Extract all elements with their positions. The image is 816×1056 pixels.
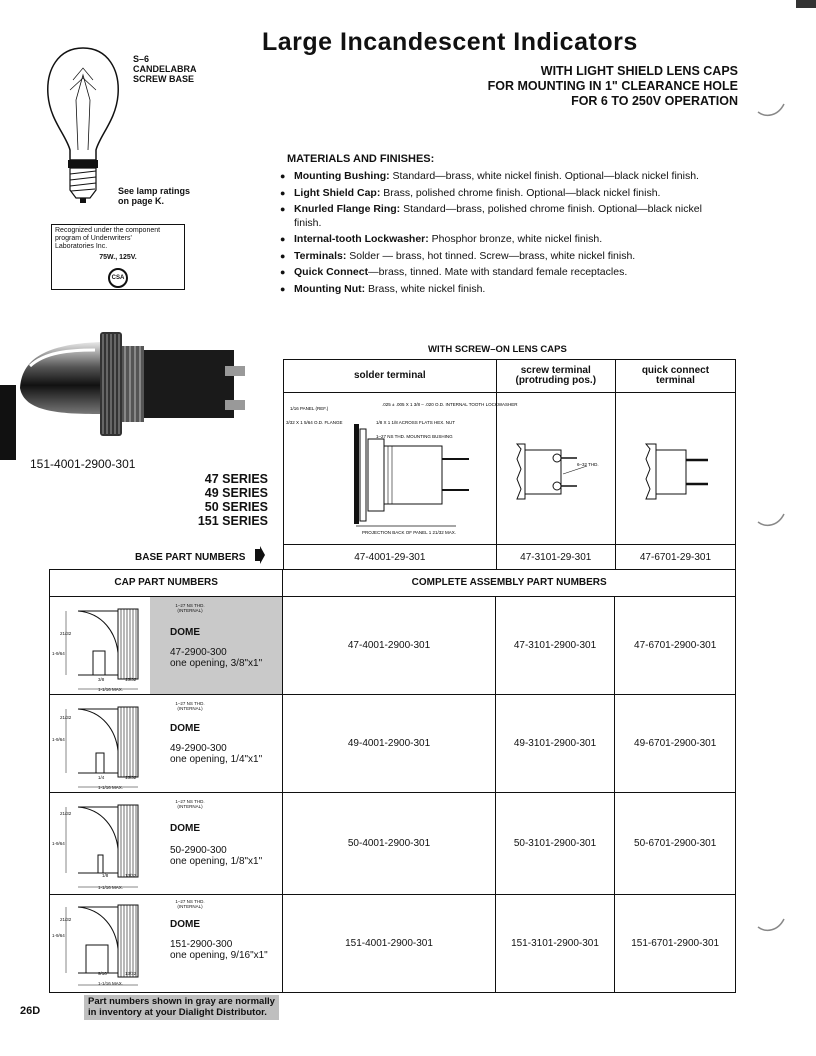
item-text: Phosphor bronze, white nickel finish.: [428, 233, 603, 245]
lamp-illustration: [38, 40, 128, 210]
base-table: [283, 359, 736, 570]
item-label: Terminals:: [294, 249, 347, 262]
base-part-number: 47-6701-29-301: [615, 545, 735, 570]
item-label: Knurled Flange Ring:: [294, 203, 401, 215]
item-text: Brass, polished chrome finish. Optional—black nickel finish.: [380, 186, 661, 199]
page-subtitle: [488, 64, 738, 109]
thread-label: 1–27 NS THD. (INTERNAL): [175, 799, 205, 809]
cap-name: DOME: [170, 919, 200, 930]
cap-part-numbers-header: CAP PART NUMBERS: [50, 570, 283, 597]
dim-label: 13/32: [125, 775, 137, 780]
cap-number: [170, 647, 262, 669]
cap-cell: [50, 597, 283, 695]
cap-cell: [50, 793, 283, 895]
assembly-part-number: 151-6701-2900-301: [615, 895, 736, 993]
dome-cap-diagram: [58, 701, 168, 789]
subtitle-line: FOR 6 TO 250V OPERATION: [571, 94, 738, 108]
ratings-line: on page K.: [118, 196, 165, 206]
bulb-code-label: [133, 54, 197, 84]
table-row: [50, 793, 736, 895]
materials-item: [280, 266, 720, 280]
item-label: Light Shield Cap:: [294, 186, 381, 199]
col-header-solder: solder terminal: [284, 360, 497, 393]
cap-part-number: 47-2900-300: [170, 647, 227, 658]
ul-line: Recognized under the component: [55, 227, 161, 234]
cap-description: one opening, 1/4"x1": [170, 754, 263, 765]
item-text: Standard—brass, white nickel finish. Optional—black nickel finish.: [389, 170, 699, 182]
dim-label-bushing: 1–27 NS THD. MOUNTING BUSHING: [376, 433, 453, 439]
assembly-part-number: 151-4001-2900-301: [283, 895, 495, 993]
dim-label: 1-9/64: [52, 737, 65, 742]
materials-item: [280, 250, 720, 264]
cap-name: DOME: [170, 823, 200, 834]
product-photo: [0, 326, 250, 446]
materials-item: [280, 233, 720, 247]
csa-logo: CSA: [108, 268, 128, 288]
dome-cap-diagram: [58, 899, 168, 989]
screw-table-heading: WITH SCREW–ON LENS CAPS: [428, 344, 567, 355]
dim-label-lockwasher: .025 ± .005 X 1 3/8 – .020 O.D. INTERNAL TOOTH LOCKWASHER: [382, 401, 518, 407]
item-label: Internal-tooth Lockwasher:: [294, 233, 429, 245]
cap-name: DOME: [170, 723, 200, 734]
assembly-part-number: 50-6701-2900-301: [615, 793, 736, 895]
table-row: [50, 597, 736, 695]
item-label: Quick Connect: [294, 266, 369, 278]
note-line: Part numbers shown in gray are normally: [88, 996, 275, 1007]
item-text: Solder — brass, hot tinned. Screw—brass, white nickel finish.: [346, 249, 636, 262]
dim-label: 13/32: [125, 873, 137, 878]
dim-label: 3/8: [98, 677, 105, 682]
assembly-part-number: 49-4001-2900-301: [283, 695, 495, 793]
dim-label: 1-1/16 MAX.: [98, 785, 124, 790]
dim-label: 1/8: [102, 873, 109, 878]
dim-label: 1-1/16 MAX.: [98, 981, 124, 986]
corner-mark: [796, 0, 816, 8]
subtitle-line: FOR MOUNTING IN 1" CLEARANCE HOLE: [487, 79, 738, 93]
dim-label: 21/32: [60, 631, 72, 636]
dim-label-projection: PROJECTION BACK OF PANEL 1 21/32 MAX.: [362, 529, 457, 535]
assembly-part-number: 47-6701-2900-301: [615, 597, 736, 695]
dim-label: 21/32: [60, 715, 72, 720]
base-part-numbers-label: BASE PART NUMBERS: [135, 552, 246, 563]
note-line: in inventory at your Dialight Distributor.: [88, 1006, 267, 1018]
dome-cap-diagram: [58, 799, 168, 889]
cap-description: one opening, 3/8"x1": [170, 658, 263, 669]
item-text: Standard—brass, polished chrome finish. Optional—black nickel finish.: [294, 203, 702, 229]
series-label: 50 SERIES: [204, 500, 268, 514]
dim-label: 1-1/16 MAX.: [98, 885, 124, 890]
assembly-part-number: 49-3101-2900-301: [495, 695, 615, 793]
dim-label-hexnut: 1/8 X 1 1/8 ACROSS FLATS HEX. NUT: [376, 419, 455, 425]
series-label: 49 SERIES: [204, 486, 268, 500]
cap-number: [170, 743, 262, 765]
lamp-ratings-note: [118, 186, 190, 206]
materials-item: [280, 203, 720, 230]
dim-label: 21/32: [60, 917, 72, 922]
assembly-table: [49, 569, 736, 993]
item-label: Mounting Bushing:: [294, 170, 390, 182]
solder-terminal-diagram: [284, 393, 518, 545]
materials-heading: MATERIALS AND FINISHES:: [287, 153, 435, 165]
cap-name: DOME: [170, 627, 200, 638]
page-number: 26D: [20, 1005, 41, 1017]
subtitle-line: WITH LIGHT SHIELD LENS CAPS: [540, 64, 738, 78]
binder-hole-mark: [756, 90, 786, 120]
assembly-part-number: 50-3101-2900-301: [495, 793, 615, 895]
cap-cell: [50, 695, 283, 793]
dim-label: 13/32: [125, 677, 137, 682]
dim-label: 1/4: [98, 775, 105, 780]
col-header-screw: screw terminal (protruding pos.): [496, 360, 615, 393]
table-row: [50, 895, 736, 993]
ul-line: program of Underwriters': [55, 235, 132, 242]
binder-hole-mark: [756, 500, 786, 530]
assembly-part-numbers-header: COMPLETE ASSEMBLY PART NUMBERS: [283, 570, 736, 597]
assembly-part-number: 49-6701-2900-301: [615, 695, 736, 793]
item-label: Mounting Nut:: [294, 282, 366, 295]
quick-connect-diagram: [615, 393, 735, 545]
cap-description: one opening, 1/8"x1": [170, 856, 263, 867]
dim-label-thd: 6–32 THD.: [576, 461, 599, 467]
dim-label: 1-9/64: [52, 841, 65, 846]
dim-label-flange: 3/32 X 1 5/64 O.D. FLANGE: [286, 419, 343, 425]
dome-cap-diagram: [58, 603, 168, 691]
arrow-right-icon: [255, 546, 265, 564]
series-label: 47 SERIES: [204, 472, 268, 486]
binder-hole-mark: [756, 905, 786, 935]
dim-label: 9/16: [98, 971, 107, 976]
dim-label: 1-9/64: [52, 651, 65, 656]
bulb-code: S–6: [133, 54, 150, 64]
series-label: 151 SERIES: [197, 514, 268, 528]
thread-label: 1–27 NS THD. (INTERNAL): [175, 899, 205, 909]
thread-label: 1–27 NS THD. (INTERNAL): [175, 701, 205, 711]
dim-label: 1-1/16 MAX.: [98, 687, 124, 692]
photo-caption: 151-4001-2900-301: [30, 457, 136, 471]
assembly-part-number: 47-3101-2900-301: [495, 597, 615, 695]
materials-item: [280, 170, 720, 184]
bulb-base-line: CANDELABRA: [133, 64, 197, 74]
screw-terminal-diagram: [496, 393, 615, 545]
assembly-part-number: 151-3101-2900-301: [495, 895, 615, 993]
thread-label: 1–27 NS THD. (INTERNAL): [175, 603, 205, 613]
page-title: Large Incandescent Indicators: [262, 28, 638, 56]
cap-number: [170, 939, 268, 961]
materials-item: [280, 187, 720, 201]
cap-part-number: 50-2900-300: [170, 845, 227, 856]
base-part-number: 47-3101-29-301: [496, 545, 615, 570]
materials-list: [280, 170, 720, 299]
item-text: Brass, white nickel finish.: [365, 282, 486, 295]
table-row: [50, 695, 736, 793]
ul-rating: 75W., 125V.: [99, 254, 137, 261]
dim-label-panel: 1/16 PANEL (REF.): [290, 405, 329, 411]
dim-label: 21/32: [60, 811, 72, 816]
ratings-line: See lamp ratings: [118, 186, 191, 196]
cap-number: [170, 845, 262, 867]
cap-description: one opening, 9/16"x1": [170, 950, 268, 961]
item-text: —brass, tinned. Mate with standard female receptacles.: [368, 266, 628, 278]
base-part-number: 47-4001-29-301: [284, 545, 497, 570]
dim-label: 13/32: [125, 971, 137, 976]
ul-line: Laboratories Inc.: [55, 243, 108, 250]
materials-item: [280, 283, 720, 297]
dim-label: 1-9/64: [52, 933, 65, 938]
inventory-note: [84, 995, 279, 1020]
assembly-part-number: 47-4001-2900-301: [283, 597, 495, 695]
cap-part-number: 49-2900-300: [170, 743, 227, 754]
assembly-part-number: 50-4001-2900-301: [283, 793, 495, 895]
bulb-base-line: SCREW BASE: [133, 74, 195, 84]
col-header-quick: quick connect terminal: [615, 360, 735, 393]
cap-part-number: 151-2900-300: [170, 939, 233, 950]
series-list: [196, 472, 268, 528]
cap-cell: [50, 895, 283, 993]
